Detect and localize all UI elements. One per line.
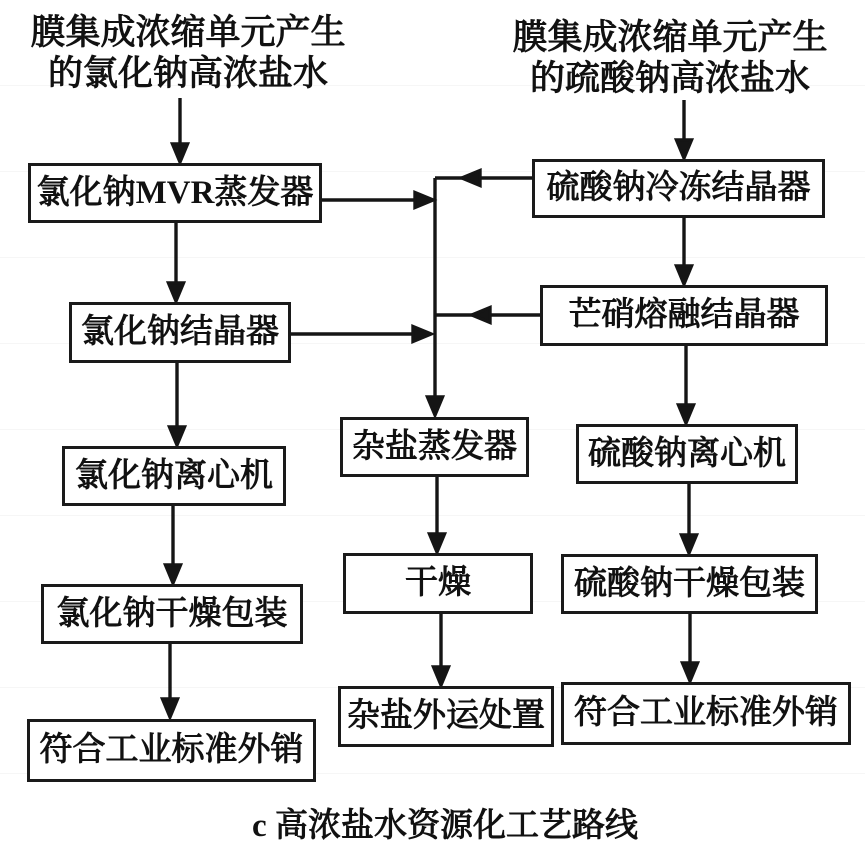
node-drying: 干燥: [343, 553, 533, 614]
arrow-na2so4drypack-to-na2so4sale: [683, 614, 698, 681]
arrow-mirabilite-to-collector: [436, 308, 541, 323]
arrow-miscevap-to-drying: [430, 477, 445, 552]
source-left-label: [8, 12, 368, 95]
node-na2so4-industrial-sale: 符合工业标准外销: [561, 682, 851, 745]
arrow-freeze-to-collector: [435, 171, 533, 186]
arrow-na2so4centrifuge-to-na2so4drypack: [682, 484, 697, 553]
arrow-sourceright-to-freeze: [677, 100, 692, 158]
node-nacl-industrial-sale: 符合工业标准外销: [27, 719, 316, 782]
arrow-freeze-to-mirabilite: [677, 218, 692, 284]
node-misc-salt-evaporator: 杂盐蒸发器: [340, 417, 529, 477]
source-left-line1: 膜集成浓缩单元产生: [30, 13, 346, 52]
node-nacl-crystallizer: 氯化钠结晶器: [69, 302, 291, 363]
diagram-caption: c 高浓盐水资源化工艺路线: [252, 808, 638, 844]
arrow-naclmvr-to-naclcryst: [169, 223, 184, 301]
node-na2so4-drying-packaging: 硫酸钠干燥包装: [561, 554, 818, 614]
node-na2so4-centrifuge: 硫酸钠离心机: [576, 424, 798, 484]
source-left-line2: 的氯化钠高浓盐水: [47, 54, 328, 94]
source-right-line2: 的疏酸钠高浓盐水: [529, 59, 810, 99]
arrow-nacldrypack-to-naclsale: [163, 644, 178, 717]
arrow-naclcentrifuge-to-nacldrypack: [166, 506, 181, 583]
node-nacl-centrifuge: 氯化钠离心机: [62, 446, 286, 506]
arrow-naclcryst-to-collector: [291, 327, 431, 342]
node-na2so4-freeze-crystallizer: 硫酸钠冷冻结晶器: [532, 159, 825, 218]
arrow-naclmvr-to-collector: [322, 193, 433, 208]
arrow-mirabilite-to-na2so4centrifuge: [679, 346, 694, 423]
node-nacl-mvr-evaporator: 氯化钠MVR蒸发器: [28, 163, 322, 223]
arrow-naclcryst-to-naclcentrifuge: [170, 363, 185, 445]
node-misc-salt-disposal: 杂盐外运处置: [338, 686, 554, 747]
source-right-line1: 膜集成浓缩单元产生: [512, 18, 828, 57]
arrow-collector-to-miscevap: [428, 178, 443, 415]
arrow-drying-to-miscdisposal: [434, 614, 449, 685]
node-nacl-drying-packaging: 氯化钠干燥包装: [41, 584, 303, 644]
source-right-label: [490, 17, 850, 100]
node-mirabilite-melt-crystallizer: 芒硝熔融结晶器: [540, 285, 828, 346]
arrow-sourceleft-to-naclmvr: [173, 98, 188, 162]
